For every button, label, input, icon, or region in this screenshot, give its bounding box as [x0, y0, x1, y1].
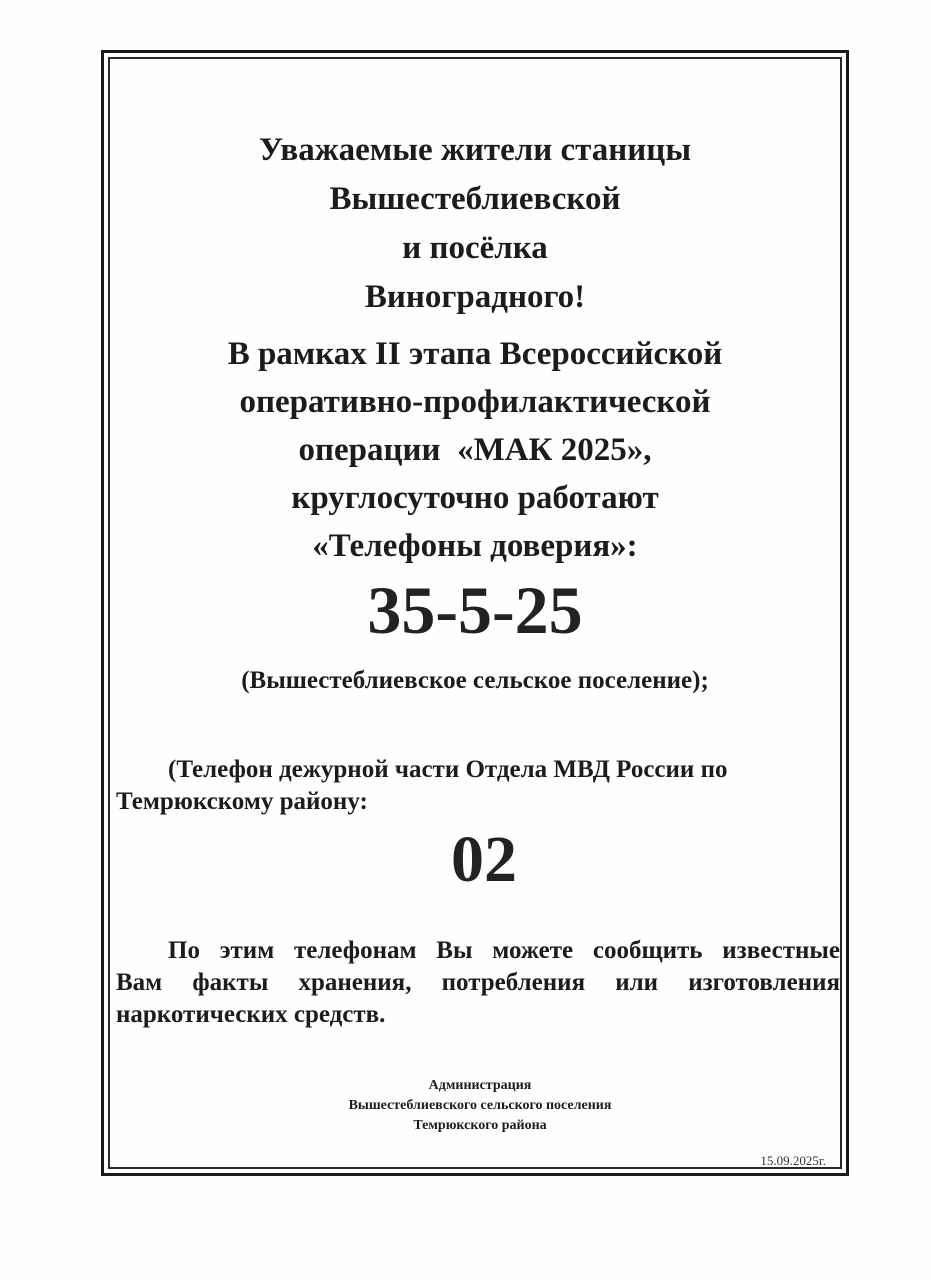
signature-line-2: Вышестеблиевского сельского поселения	[348, 1098, 612, 1113]
info-line-3: наркотических средств.	[116, 1001, 386, 1028]
announcement-line-4: круглосуточно работают	[291, 480, 659, 516]
signature-line-3: Темрюкского района	[413, 1118, 547, 1133]
info-paragraph	[116, 935, 840, 1031]
notice-content	[112, 60, 838, 1166]
trust-phone-number: 35-5-25	[367, 572, 583, 648]
announcement-line-5: «Телефоны доверия»:	[312, 528, 638, 564]
info-line-1: По этим телефонам Вы можете сообщить известные	[168, 937, 840, 964]
trust-phone-note: (Вышестеблиевское сельское поселение);	[241, 667, 709, 694]
greeting-line-1: Уважаемые жители станицы	[258, 132, 692, 168]
info-line-2: Вам факты хранения, потребления или изготовления	[116, 969, 840, 996]
greeting-line-4: Виноградного!	[364, 279, 586, 315]
signature-block	[112, 1076, 848, 1136]
duty-phone-label-line-2: Темрюкскому району:	[116, 788, 368, 815]
duty-phone-number: 02	[451, 823, 517, 896]
announcement-block	[112, 330, 838, 570]
greeting-heading	[112, 126, 838, 322]
greeting-line-3: и посёлка	[402, 230, 548, 266]
greeting-line-2: Вышестеблиевской	[329, 181, 621, 217]
announcement-line-1: В рамках II этапа Всероссийской	[227, 336, 723, 372]
duty-phone-label-line-1: (Телефон дежурной части Отдела МВД России по	[168, 756, 728, 783]
duty-phone-label	[116, 754, 816, 818]
announcement-line-3: операции «МАК 2025»,	[298, 432, 652, 468]
announcement-line-2: оперативно-профилактической	[239, 384, 711, 420]
document-date: 15.09.2025г.	[760, 1153, 826, 1168]
signature-line-1: Администрация	[428, 1078, 532, 1093]
